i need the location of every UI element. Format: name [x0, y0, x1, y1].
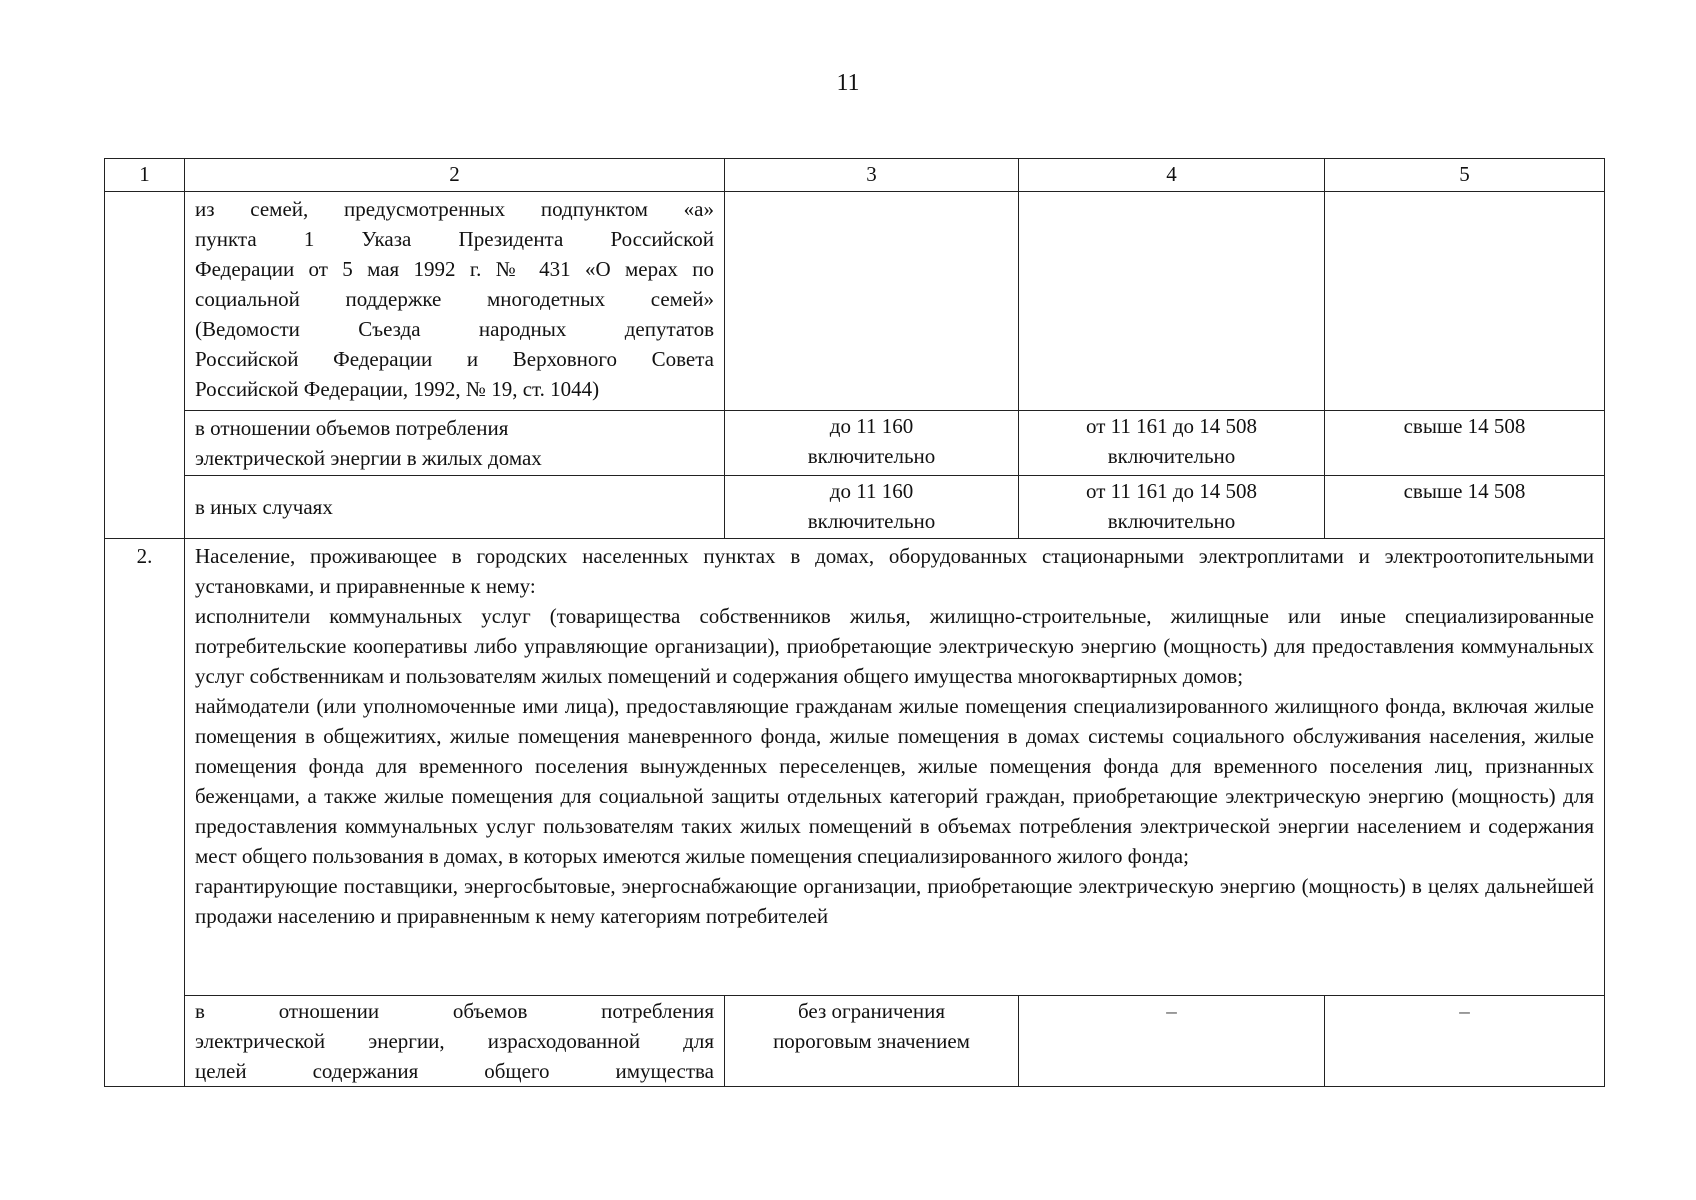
section2-number: 2. [105, 539, 185, 1087]
row-a-label-line: электрической энергии в жилых домах [195, 446, 542, 470]
section1-continuation-text [185, 192, 725, 411]
tariff-table [104, 158, 1605, 1087]
row-c-col4: – [1019, 996, 1325, 1087]
row-c-label-line: целей содержания общего имущества [195, 1059, 714, 1083]
row-other-cases [105, 476, 1605, 539]
row-b-col5: свыше 14 508 [1325, 476, 1605, 539]
section2-paragraph: гарантирующие поставщики, энергосбытовые, энергоснабжающие организации, приобретающие электрическую энергию (мощность) в целях дальнейшей продажи населению и приравненным к нему категориям потребителей [195, 874, 1594, 928]
header-col-4: 4 [1019, 159, 1325, 192]
row-c-label-line: электрической энергии, израсходованной для [195, 1029, 714, 1053]
row-b-col3 [725, 476, 1019, 539]
continuation-line: Федерации от 5 мая 1992 г. № 431 «О мерах по [195, 257, 714, 281]
row-c-col3 [725, 996, 1019, 1087]
row-b-label: в иных случаях [185, 476, 725, 539]
row-a-col5: свыше 14 508 [1325, 411, 1605, 476]
section2-paragraph: наймодатели (или уполномоченные ими лица), предоставляющие гражданам жилые помещения специализированного жилищного фонда, включая жилые помещения в общежитиях, жилые помещения маневренного фонда, жилые помещения в домах системы социального обслуживания населения, жилые помещения фонда для временного поселения вынужденных переселенцев, жилые помещения фонда для временного поселения лиц, признанных беженцами, а также жилые помещения для социальной защиты отдельных категорий граждан, приобретающие электрическую энергию (мощность) для предоставления коммунальных услуг пользователям таких жилых помещений в объемах потребления электрической энергии населением и содержания мест общего пользования в домах, в которых имеются жилые помещения специализированного жилого фонда; [195, 694, 1594, 868]
row-a-col4-line: от 11 161 до 14 508 [1085, 414, 1258, 438]
section1-number-cell [105, 192, 185, 539]
row-b-col4-line: от 11 161 до 14 508 [1085, 479, 1258, 503]
row-c-label-line: в отношении объемов потребления [195, 999, 714, 1023]
row-a-col4 [1019, 411, 1325, 476]
section1-col3-empty [725, 192, 1019, 411]
row-a-col3 [725, 411, 1019, 476]
row-a-col3-line: до 11 160 [829, 414, 914, 438]
section2-description [185, 539, 1605, 996]
row-c-label [185, 996, 725, 1087]
section2-paragraph: Население, проживающее в городских населенных пунктах в домах, оборудованных стационарными электроплитами и электроотопительными установками, и приравненные к нему: [195, 544, 1594, 598]
row-a-col3-line: включительно [807, 444, 936, 468]
header-col-5: 5 [1325, 159, 1605, 192]
section1-continuation-row [105, 192, 1605, 411]
row-b-col3-line: до 11 160 [829, 479, 914, 503]
row-b-col3-line: включительно [807, 509, 936, 533]
header-row [105, 159, 1605, 192]
header-col-1: 1 [105, 159, 185, 192]
continuation-line: пункта 1 Указа Президента Российской [195, 227, 714, 251]
section2-description-row [105, 539, 1605, 996]
continuation-line: (Ведомости Съезда народных депутатов [195, 317, 714, 341]
row-b-col4-line: включительно [1107, 509, 1236, 533]
row-a-label-line: в отношении объемов потребления [195, 416, 509, 440]
header-col-2: 2 [185, 159, 725, 192]
section2-paragraph: исполнители коммунальных услуг (товарищества собственников жилья, жилищно-строительные, жилищные или иные специализированные потребительские кооперативы либо управляющие организации), приобретающие электрическую энергию (мощность) для предоставления коммунальных услуг собственникам и пользователям жилых помещений и содержания общего имущества многоквартирных домов; [195, 604, 1594, 688]
section1-col4-empty [1019, 192, 1325, 411]
row-c-col5: – [1325, 996, 1605, 1087]
page-number: 11 [836, 70, 860, 96]
continuation-last-line: Российской Федерации, 1992, № 19, ст. 1044) [195, 377, 600, 401]
continuation-line: социальной поддержке многодетных семей» [195, 287, 714, 311]
row-a-label [185, 411, 725, 476]
continuation-line: Российской Федерации и Верховного Совета [195, 347, 714, 371]
row-common-property [105, 996, 1605, 1087]
row-a-col4-line: включительно [1107, 444, 1236, 468]
header-col-3: 3 [725, 159, 1019, 192]
section1-col5-empty [1325, 192, 1605, 411]
row-b-col4 [1019, 476, 1325, 539]
row-c-col3-line: без ограничения [798, 999, 945, 1023]
row-c-col3-line: пороговым значением [773, 1029, 970, 1053]
row-residential-consumption [105, 411, 1605, 476]
continuation-line: из семей, предусмотренных подпунктом «а» [195, 197, 714, 221]
